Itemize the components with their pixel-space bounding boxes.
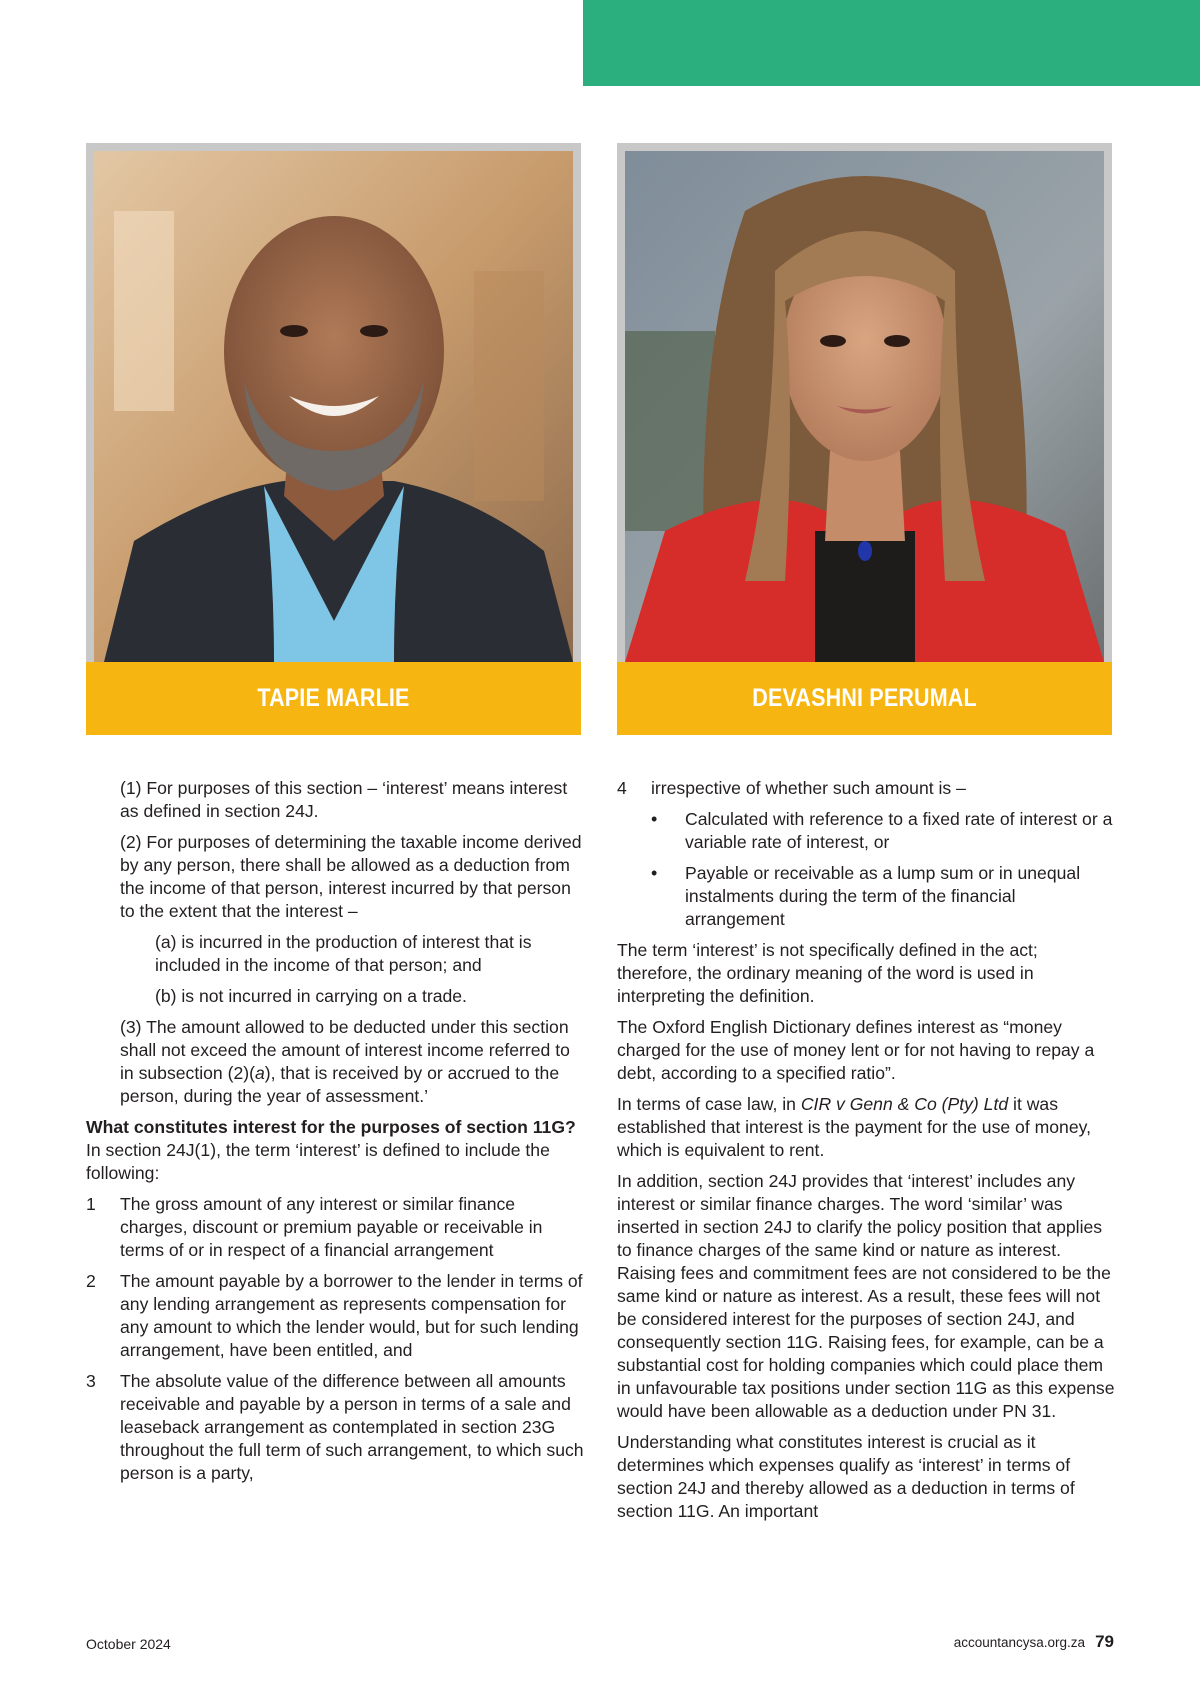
profile-card-devashni-perumal [617, 143, 1112, 735]
list-item [86, 1270, 586, 1362]
list-number: 3 [86, 1371, 96, 1391]
list-item [617, 777, 1117, 800]
bullet-icon: • [651, 809, 658, 829]
profile-card-tapie-marlie [86, 143, 581, 735]
portrait-photo-woman [625, 151, 1104, 662]
list-number: 1 [86, 1194, 96, 1214]
body-paragraph: Understanding what constitutes interest is crucial as it determines which expenses qualify as ‘interest’ in terms of section 24J and thereby allowed as a deduction in terms of section 11G. An important [617, 1432, 1075, 1521]
list-item [86, 1193, 586, 1262]
quote-paragraph: (1) For purposes of this section – ‘interest’ means interest as defined in section 24J. [120, 778, 568, 821]
body-paragraph [617, 1093, 1117, 1162]
footer-website[interactable]: accountancysa.org.za [953, 1635, 1086, 1650]
text-run: (3) The amount allowed to be deducted under this section shall not exceed the amount of interest income referred to in subsection (2)( [120, 1017, 570, 1083]
bullet-text: Payable or receivable as a lump sum or in unequal instalments during the term of the financial arrangement [685, 863, 1081, 929]
list-text: The gross amount of any interest or similar finance charges, discount or premium payable or receivable in terms of or in respect of a financial arrangement [120, 1194, 543, 1260]
photo-frame [86, 143, 581, 662]
body-paragraph: The Oxford English Dictionary defines interest as “money charged for the use of money lent or for not having to repay a debt, according to a specified ratio”. [617, 1017, 1095, 1083]
section-heading: What constitutes interest for the purposes of section 11G? [86, 1117, 576, 1137]
bullet-item [617, 862, 1117, 931]
text-run: it was established that interest is the payment for the use of money, which is equivalent to rent. [617, 1094, 1091, 1160]
photo-frame [617, 143, 1112, 662]
italic-text: a [254, 1063, 265, 1083]
list-item [86, 1370, 586, 1485]
list-text: irrespective of whether such amount is – [651, 778, 966, 798]
article-column-left [86, 777, 586, 1493]
page-number: 79 [1095, 1632, 1114, 1651]
name-band [86, 662, 581, 735]
case-citation: CIR v Genn & Co (Pty) Ltd [800, 1094, 1009, 1114]
list-text: The amount payable by a borrower to the lender in terms of any lending arrangement as represents compensation for any amount to which the lender would, but for such lending arrangement, have been entitled, and [120, 1271, 583, 1360]
body-paragraph: The term ‘interest’ is not specifically defined in the act; therefore, the ordinary meaning of the word is used in interpreting the definition. [617, 940, 1038, 1006]
list-text: The absolute value of the difference between all amounts receivable and payable by a person in terms of a sale and leaseback arrangement as contemplated in section 23G throughout the full term of such arrangement, to which such person is a party, [120, 1371, 584, 1483]
text-run: In terms of case law, in [617, 1094, 801, 1114]
quote-paragraph: (2) For purposes of determining the taxable income derived by any person, there shall be allowed as a deduction from the income of that person, interest incurred by that person to the extent that the interest – [120, 832, 582, 921]
list-number: 4 [617, 778, 627, 798]
body-paragraph: In section 24J(1), the term ‘interest’ is defined to include the following: [86, 1140, 550, 1183]
body-paragraph: In addition, section 24J provides that ‘interest’ includes any interest or similar finance charges. The word ‘similar’ was inserted in section 24J to clarify the policy position that applies to finance charges of the same kind or nature as interest. Raising fees and commitment fees are not considered to be the same kind or nature as interest. As a result, these fees will not be considered interest for the purposes of section 24J, and consequently section 11G. Raising fees, for example, can be a substantial cost for holding companies which could place them in unfavourable tax positions under section 11G as this expense would have been allowable as a deduction under PN 31. [617, 1171, 1115, 1421]
person-name: DEVASHNI PERUMAL [752, 684, 977, 712]
header-accent-bar [583, 0, 1200, 86]
text-run: ), that is received by or accrued to the person, during the year of assessment.’ [120, 1063, 560, 1106]
bullet-item [617, 808, 1117, 854]
bullet-icon: • [651, 863, 658, 883]
portrait-photo-man [94, 151, 573, 662]
quote-subparagraph: (a) is incurred in the production of interest that is included in the income of that person; and [155, 932, 532, 975]
quote-paragraph [86, 1016, 586, 1108]
person-name: TAPIE MARLIE [257, 684, 410, 712]
list-number: 2 [86, 1271, 96, 1291]
article-column-right [617, 777, 1117, 1531]
bullet-text: Calculated with reference to a fixed rate of interest or a variable rate of interest, or [685, 809, 1113, 852]
footer-right [954, 1632, 1114, 1652]
name-band [617, 662, 1112, 735]
footer-date: October 2024 [86, 1636, 171, 1652]
quote-subparagraph: (b) is not incurred in carrying on a trade. [155, 986, 467, 1006]
